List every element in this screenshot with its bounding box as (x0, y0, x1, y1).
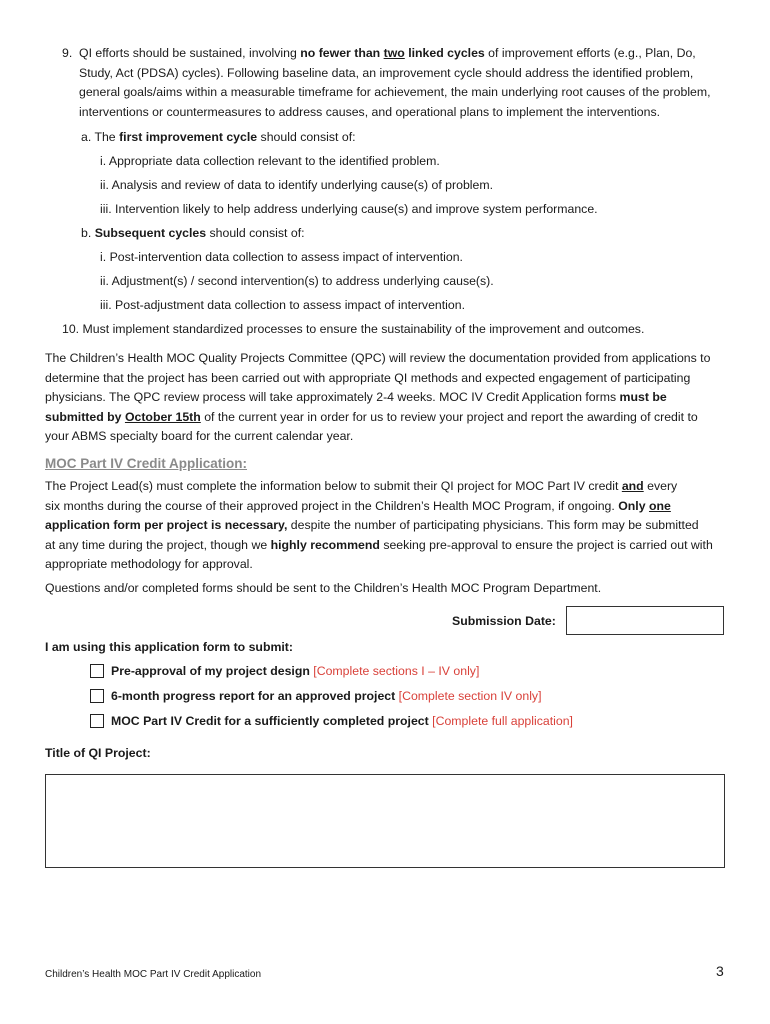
list-item-9 (62, 44, 732, 122)
sub-item-a: a. The first improvement cycle should consist of: (81, 130, 356, 144)
sub-item-b-iii: iii. Post-adjustment data collection to assess impact of intervention. (100, 298, 465, 312)
item-number: 9. (62, 46, 73, 60)
sub-item-a-i: i. Appropriate data collection relevant to the identified problem. (100, 154, 440, 168)
option-pre-approval[interactable]: Pre-approval of my project design [Complete sections I – IV only] (90, 662, 479, 682)
submit-type-label: I am using this application form to submit: (45, 640, 293, 654)
sub-item-b-ii: ii. Adjustment(s) / second intervention(s) to address underlying cause(s). (100, 274, 494, 288)
submission-date-field[interactable] (566, 606, 724, 635)
section-title: MOC Part IV Credit Application: (45, 456, 248, 471)
questions-line: Questions and/or completed forms should be sent to the Children’s Health MOC Program Department. (45, 581, 602, 595)
project-lead-paragraph: The Project Lead(s) must complete the information below to submit their QI project for MOC Part IV credit and every six months during the course of their approved project in the Children’s Health MOC Program, if ongoing. Only one application form per project is necessary, despite the number of participating physicians. This form may be submitted at any time during the project, though we highly recommend seeking pre-approval to ensure the project is carried out with appropriate methodology for approval. (45, 479, 713, 571)
list-item-10: 10. Must implement standardized processes to ensure the sustainability of the improvement and outcomes. (62, 322, 645, 336)
checkbox-pre-approval[interactable] (90, 664, 104, 678)
footer-text: Children’s Health MOC Part IV Credit Application (45, 969, 262, 980)
checkbox-credit[interactable] (90, 714, 104, 728)
sub-item-a-iii: iii. Intervention likely to help address underlying cause(s) and improve system performance. (100, 202, 598, 216)
sub-item-b-i: i. Post-intervention data collection to assess impact of intervention. (100, 250, 463, 264)
option-progress-report[interactable]: 6-month progress report for an approved project [Complete section IV only] (90, 687, 542, 707)
submission-date-label: Submission Date: (452, 614, 556, 628)
project-title-field[interactable] (45, 774, 725, 868)
checkbox-progress-report[interactable] (90, 689, 104, 703)
sub-item-b: b. Subsequent cycles should consist of: (81, 226, 305, 240)
project-title-label: Title of QI Project: (45, 746, 151, 760)
item-9-text: QI efforts should be sustained, involving no fewer than two linked cycles of improvement efforts (e.g., Plan, Do, Study, Act (PDSA) cycles). Following baseline data, an improvement cycle should address the identified problem, general goals/aims within a measurable timeframe for achievement, the main underlying root causes of the problem, interventions or countermeasures to address causes, and operational plans to implement the interventions. (79, 46, 711, 119)
sub-item-a-ii: ii. Analysis and review of data to identify underlying cause(s) of problem. (100, 178, 494, 192)
qpc-paragraph: The Children’s Health MOC Quality Projects Committee (QPC) will review the documentation provided from applications to determine that the project has been carried out with appropriate QI methods and expected engagement of participating physicians. The QPC review process will take approximately 2-4 weeks. MOC IV Credit Application forms must be submitted by October 15th of the current year in order for us to review your project and report the awarding of credit to your ABMS specialty board for the current calendar year. (45, 351, 711, 443)
option-credit[interactable]: MOC Part IV Credit for a sufficiently completed project [Complete full application] (90, 712, 573, 732)
page-number: 3 (716, 963, 724, 979)
